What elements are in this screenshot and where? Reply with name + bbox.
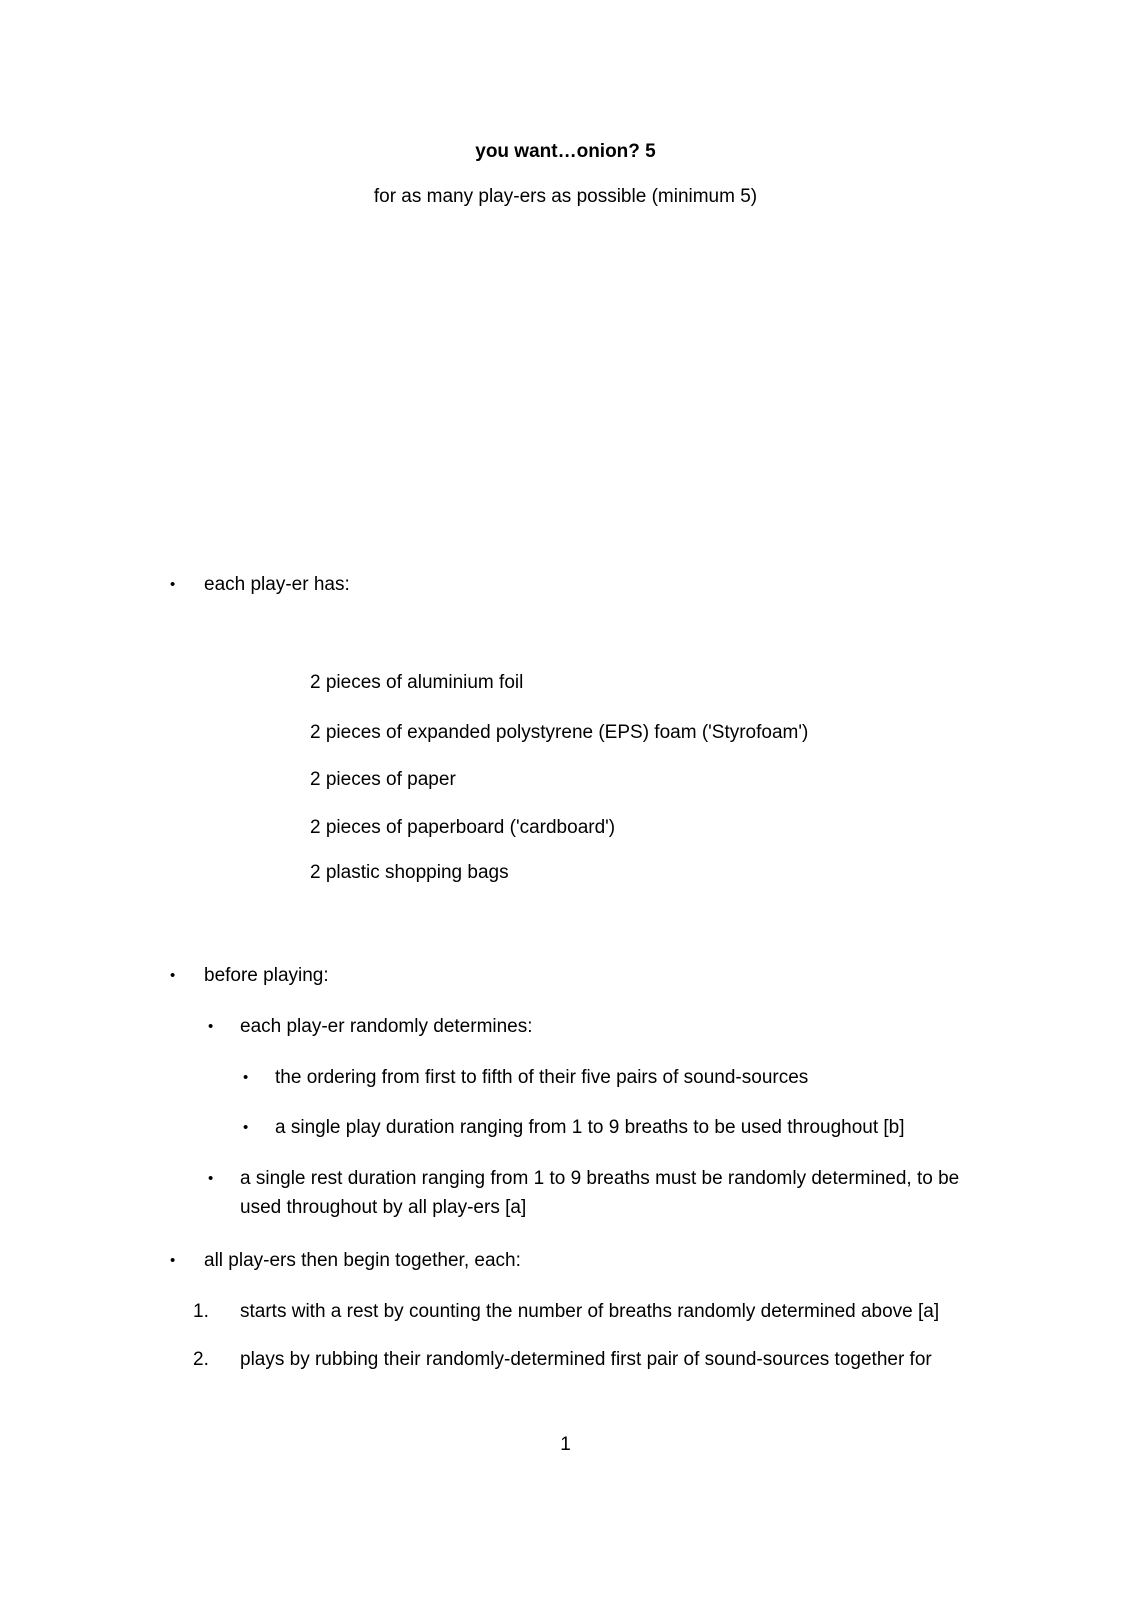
step-number: 1. [193,1301,209,1322]
bullet-icon: • [208,1018,214,1035]
step-text: starts with a rest by counting the number of breaths randomly determined above [a] [240,1301,940,1322]
step-number: 2. [193,1349,209,1370]
material-item: 2 pieces of expanded polystyrene (EPS) foam ('Styrofoam') [310,722,809,743]
page-title: you want…onion? 5 [475,141,656,162]
page-number: 1 [560,1434,571,1455]
material-item: 2 pieces of paper [310,769,456,790]
rest-rule-text: a single rest duration ranging from 1 to 9 breaths must be randomly determined, to be used throughout by all play-ers [a] [240,1168,960,1218]
begin-heading: all play-ers then begin together, each: [204,1250,521,1271]
material-item: 2 pieces of paperboard ('cardboard') [310,817,616,838]
step-text: plays by rubbing their randomly-determined first pair of sound-sources together for [240,1349,932,1370]
bullet-icon: • [243,1119,249,1136]
bullet-icon: • [170,576,176,593]
material-item: 2 plastic shopping bags [310,862,509,883]
bullet-icon: • [208,1170,214,1187]
determines-item: a single play duration ranging from 1 to 9 breaths to be used throughout [b] [275,1117,905,1138]
determines-item: the ordering from first to fifth of their five pairs of sound-sources [275,1067,809,1088]
materials-heading: each play-er has: [204,574,350,595]
bullet-icon: • [243,1069,249,1086]
determines-heading: each play-er randomly determines: [240,1016,533,1037]
bullet-icon: • [170,967,176,984]
before-playing-heading: before playing: [204,965,329,986]
bullet-icon: • [170,1252,176,1269]
material-item: 2 pieces of aluminium foil [310,672,524,693]
page-subtitle: for as many play-ers as possible (minimum 5) [373,186,758,207]
